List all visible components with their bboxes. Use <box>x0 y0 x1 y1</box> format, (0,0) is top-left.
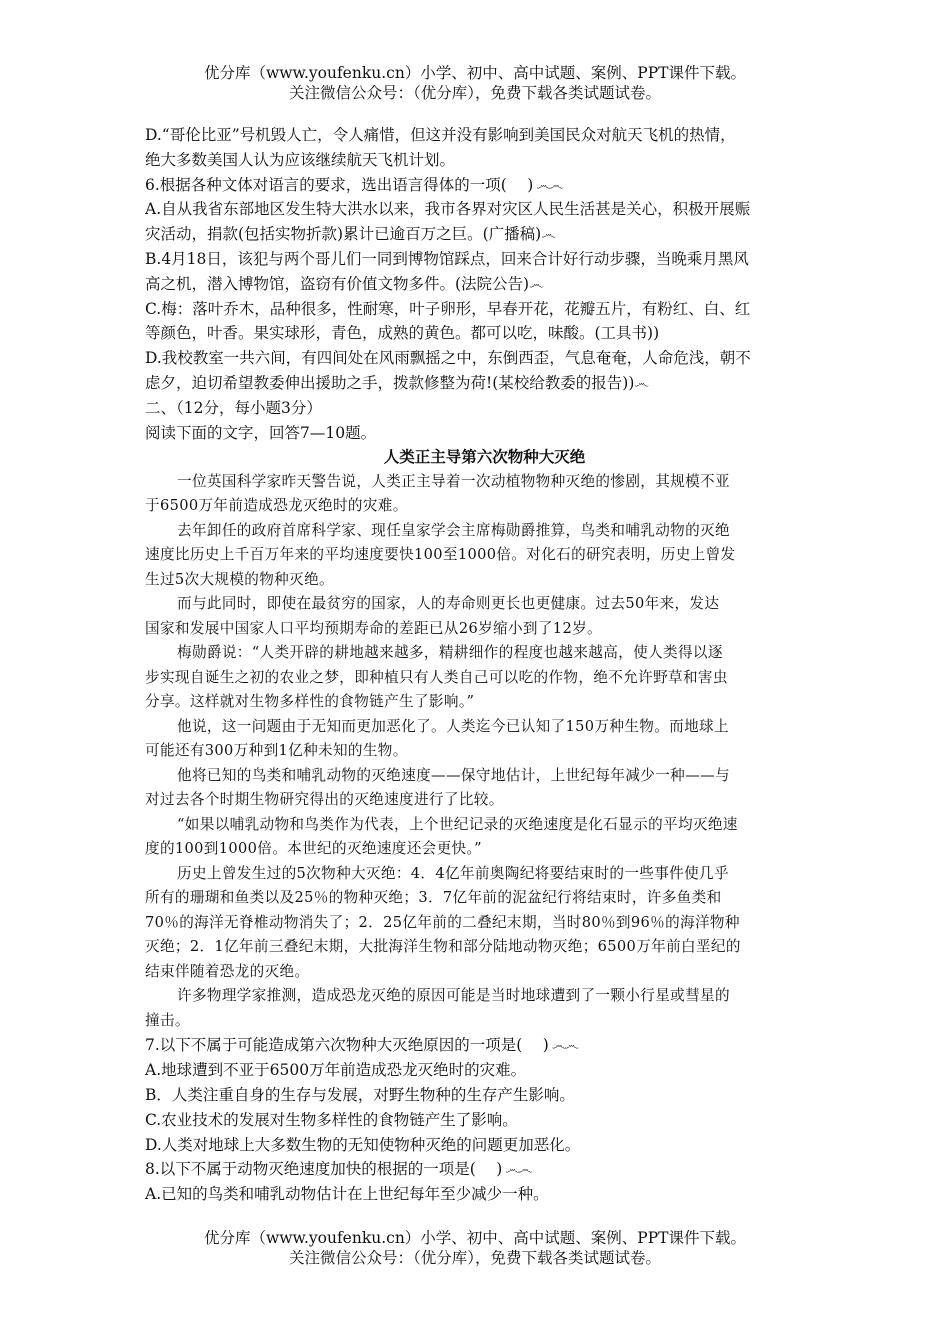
article-line: “如果以哺乳动物和鸟类作为代表，上个世纪记录的灭绝速度是化石显示的平均灭绝速 <box>177 815 738 833</box>
question-6 <box>145 173 810 198</box>
question-8-text: 8.以下不属于动物灭绝速度加快的根据的一项是( ) <box>145 1160 503 1179</box>
document-body <box>145 123 810 1207</box>
article-line: 分享。这样就对生物多样性的食物链产生了影响。” <box>145 693 475 711</box>
header-line-2: 关注微信公众号：（优分库），免费下载各类试题试卷。 <box>288 84 661 102</box>
article-line: 对过去各个时期生物研究得出的灭绝速度进行了比较。 <box>145 791 504 809</box>
swirl-ornament-icon: ෴෴ <box>533 175 562 194</box>
swirl-ornament-icon: ෴ <box>634 373 648 392</box>
article-line: 结束伴随着恐龙的灭绝。 <box>145 962 310 980</box>
q7-option-d: D.人类对地球上大多数生物的无知使物种灭绝的问题更加恶化。 <box>145 1135 581 1154</box>
article-line: 可能还有300万种到1亿种未知的生物。 <box>145 742 408 760</box>
article-line: 许多物理学家推测，造成恐龙灭绝的原因可能是当时地球遭到了一颗小行星或彗星的 <box>177 987 730 1005</box>
swirl-ornament-icon: ෴ <box>529 274 542 293</box>
option-c-line-2: 等颜色，叶香。果实球形，青色，成熟的黄色。都可以吃，味酸。(工具书)) <box>145 324 660 343</box>
option-b-text: 高之机，潜入博物馆，盗窃有价值文物多件。(法院公告) <box>145 274 530 293</box>
option-a-text: 灾活动，捐款(包括实物折款)累计已逾百万之巨。(广播稿) <box>145 225 542 244</box>
option-d-line-2: 绝大多数美国人认为应该继续航天飞机计划。 <box>145 150 456 169</box>
option-d6-text: 虑夕，迫切希望教委伸出援助之手，拨款修整为荷!(某校给教委的报告)) <box>145 373 635 392</box>
article-line: 他说，这一问题由于无知而更加恶化了。人类迄今已认知了150万种生物。而地球上 <box>177 717 729 735</box>
article-line: 历史上曾发生过的5次物种大灭绝：4．4亿年前奥陶纪将要结束时的一些事件使几乎 <box>177 864 729 882</box>
q8-option-a: A.已知的鸟类和哺乳动物估计在上世纪每年至少减少一种。 <box>145 1185 549 1204</box>
option-a-line-2 <box>145 222 810 247</box>
article-line: 他将已知的鸟类和哺乳动物的灭绝速度——保守地估计，上世纪每年减少一种——与 <box>177 766 730 784</box>
q7-option-c: C.农业技术的发展对生物多样性的食物链产生了影响。 <box>145 1110 518 1129</box>
q7-option-a: A.地球遭到不亚于6500万年前造成恐龙灭绝时的灾难。 <box>145 1061 527 1080</box>
option-d6-line-2 <box>145 371 810 396</box>
footer-line-1: 优分库（www.youfenku.cn）小学、初中、高中试题、案例、PPT课件下载。 <box>203 1229 747 1247</box>
option-c-line-1: C.梅：落叶乔木，品种很多，性耐寒，叶子卵形，早春开花，花瓣五片，有粉红、白、红 <box>145 299 751 318</box>
article-line: 一位英国科学家昨天警告说，人类正主导着一次动植物物种灭绝的惨剧，其规模不亚 <box>177 472 730 490</box>
question-7-text: 7.以下不属于可能造成第六次物种大灭绝原因的一项是( ) <box>145 1036 549 1055</box>
article-line: 70％的海洋无脊椎动物消失了；2．25亿年前的二叠纪末期，当时80％到96％的海洋物种 <box>145 913 740 931</box>
article-line: 生过5次大规模的物种灭绝。 <box>145 570 334 588</box>
option-a-line-1: A.自从我省东部地区发生特大洪水以来，我市各界对灾区人民生活甚是关心，积极开展赈 <box>145 200 751 219</box>
option-b-line-2 <box>145 272 810 297</box>
reading-instruction: 阅读下面的文字，回答7—10题。 <box>145 423 377 442</box>
question-6-text: 6.根据各种文体对语言的要求，选出语言得体的一项( ) <box>145 175 534 194</box>
swirl-ornament-icon: ෴෴ <box>502 1160 531 1179</box>
article-title: 人类正主导第六次物种大灭绝 <box>383 447 586 467</box>
option-d-line-1: D.“哥伦比亚”号机毁人亡，令人痛惜，但这并没有影响到美国民众对航天飞机的热情， <box>145 126 736 144</box>
footer-line-2: 关注微信公众号：（优分库），免费下载各类试题试卷。 <box>288 1249 661 1267</box>
article-line: 而与此同时，即使在最贫穷的国家，人的寿命则更长也更健康。过去50年来，发达 <box>177 595 720 613</box>
question-7 <box>145 1033 810 1058</box>
page-footer <box>0 1228 950 1268</box>
question-8 <box>145 1157 810 1182</box>
article-line: 梅勋爵说：“人类开辟的耕地越来越多，精耕细作的程度也越来越高，使人类得以逐 <box>177 644 723 662</box>
article-line: 步实现自诞生之初的农业之梦，即种植只有人类自己可以吃的作物，绝不允许野草和害虫 <box>145 668 728 686</box>
swirl-ornament-icon: ෴෴ <box>548 1036 578 1055</box>
section-heading: 二、（12分，每小题3分） <box>145 398 322 417</box>
article-line: 速度比历史上千百万年来的平均速度要快100至1000倍。对化石的研究表明，历史上曾发 <box>145 546 736 564</box>
page-header <box>0 63 950 103</box>
article-line: 去年卸任的政府首席科学家、现任皇家学会主席梅勋爵推算，鸟类和哺乳动物的灭绝 <box>177 521 730 539</box>
swirl-ornament-icon: ෴ <box>541 225 554 244</box>
article-line: 灭绝；2．1亿年前三叠纪末期，大批海洋生物和部分陆地动物灭绝；6500万年前白垩纪的 <box>145 938 741 956</box>
option-b-line-1: B.4月18日，该犯与两个哥儿们一同到博物馆踩点，回来合计好行动步骤，当晚乘月黑风 <box>145 249 749 268</box>
q7-option-b: B．人类注重自身的生存与发展，对野生物种的生存产生影响。 <box>145 1086 575 1105</box>
article-line: 撞击。 <box>145 1011 190 1029</box>
article-line: 于6500万年前造成恐龙灭绝时的灾难。 <box>145 497 408 515</box>
article-line: 度的100到1000倍。本世纪的灭绝速度还会更快。” <box>145 840 482 858</box>
option-d6-line-1: D.我校教室一共六间，有四间处在风雨飘摇之中，东倒西歪，气息奄奄，人命危浅，朝不 <box>145 349 751 368</box>
header-line-1: 优分库（www.youfenku.cn）小学、初中、高中试题、案例、PPT课件下载。 <box>203 64 747 82</box>
article-line: 国家和发展中国家人口平均预期寿命的差距已从26岁缩小到了12岁。 <box>145 619 602 637</box>
article-line: 所有的珊瑚和鱼类以及25％的物种灭绝；3．7亿年前的泥盆纪行将结束时，许多鱼类和 <box>145 889 722 907</box>
